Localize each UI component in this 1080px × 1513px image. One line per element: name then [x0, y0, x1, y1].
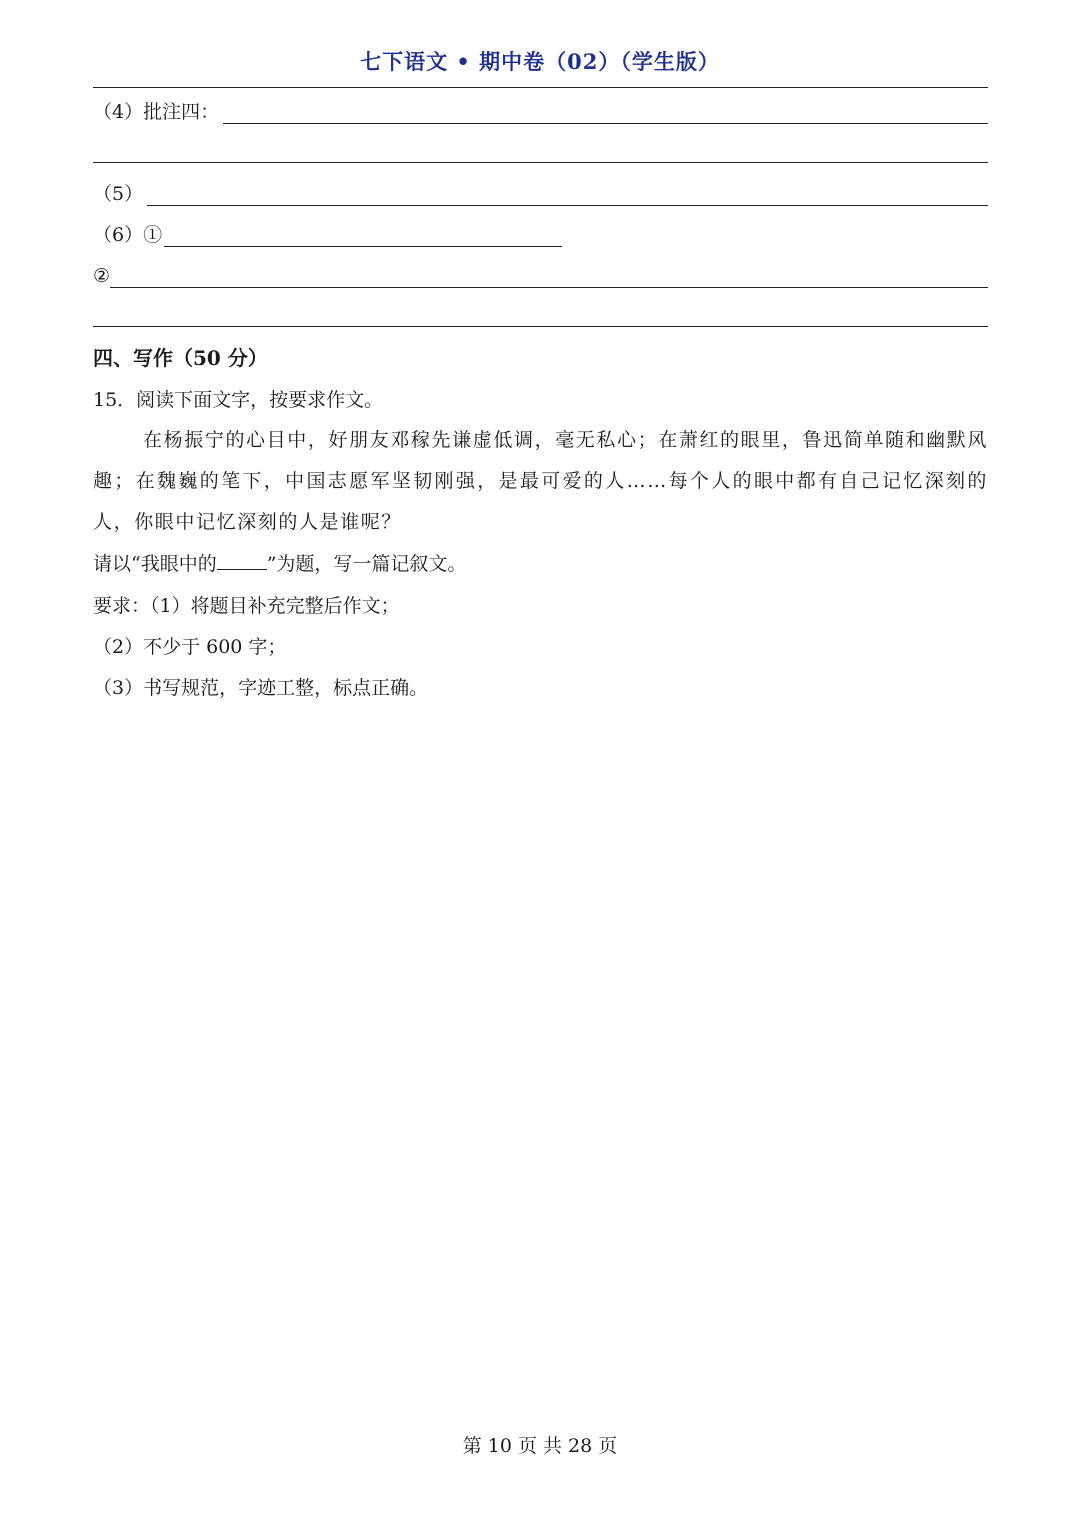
q6-2-blank [110, 269, 988, 288]
answer-line-q6-2 [93, 264, 988, 288]
question-15: 15．阅读下面文字，按要求作文。 [93, 389, 384, 411]
prompt-after: ”为题，写一篇记叙文。 [266, 553, 467, 575]
q5-label: （5） [93, 183, 144, 205]
requirement-2: （2）不少于 600 字； [93, 636, 287, 658]
section-heading: 四、写作（50 分） [93, 346, 268, 370]
answer-line-q6-2-continued [93, 326, 988, 327]
prompt-before: 请以“我眼中的 [93, 553, 217, 575]
q4-blank [223, 105, 988, 124]
writing-prompt [93, 552, 988, 576]
answer-line-q4-continued [93, 162, 988, 163]
title-blank [217, 553, 267, 570]
writing-passage: 在杨振宁的心目中，好朋友邓稼先谦虚低调，毫无私心；在萧红的眼里，鲁迅简单随和幽默风趣；在魏巍的笔下，中国志愿军坚韧刚强，是最可爱的人……每个人的眼中都有自己记忆深刻的人，你眼中记忆深刻的人是谁呢？ [93, 429, 988, 533]
q4-label: （4）批注四： [93, 101, 220, 123]
answer-line-q4 [93, 100, 988, 124]
q5-blank [147, 187, 988, 206]
q6-label: （6）① [93, 224, 163, 246]
page-header-title: 七下语文 • 期中卷（02）（学生版） [360, 49, 720, 74]
q6-1-blank [164, 228, 562, 247]
answer-line-q6-1 [93, 223, 988, 247]
answer-line-q5 [93, 182, 988, 206]
q6-2-label: ② [93, 265, 111, 287]
requirement-1: 要求：（1）将题目补充完整后作文； [93, 595, 400, 617]
header-divider [93, 87, 988, 88]
page-footer: 第 10 页 共 28 页 [462, 1435, 618, 1457]
requirement-3: （3）书写规范，字迹工整，标点正确。 [93, 677, 429, 699]
